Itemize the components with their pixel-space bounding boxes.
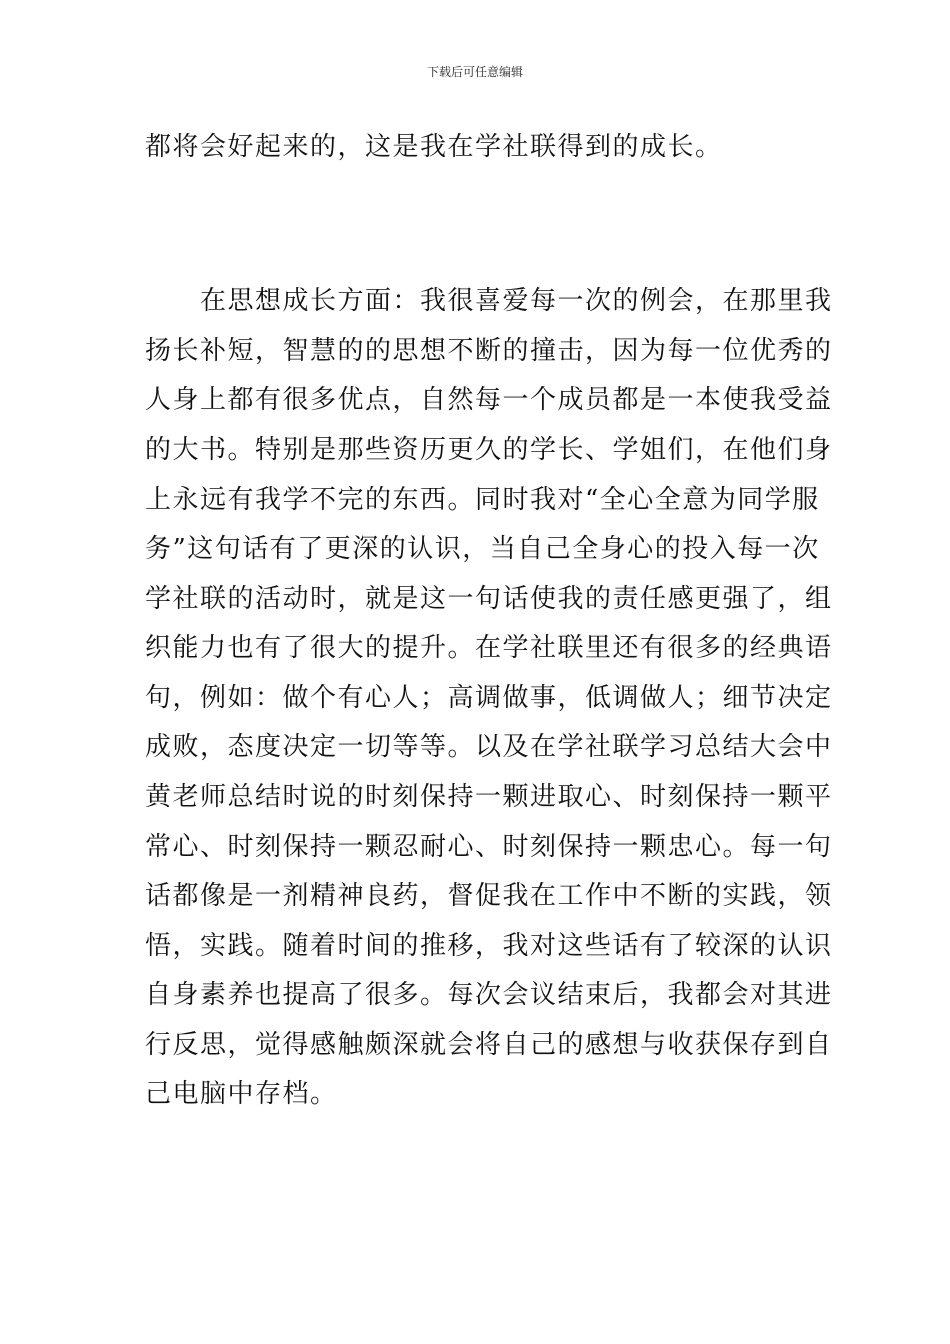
paragraph-line: 己电脑中存档。 bbox=[145, 1079, 338, 1109]
paragraph-line: 人身上都有很多优点，自然每一个成员都是一本使我受益 bbox=[145, 385, 833, 415]
paragraph-line: 学社联的活动时，就是这一句话使我的责任感更强了，组 bbox=[145, 584, 833, 614]
paragraph-line: 织能力也有了很大的提升。在学社联里还有很多的经典语 bbox=[145, 633, 833, 663]
paragraph-line: 自身素养也提高了很多。每次会议结束后，我都会对其进 bbox=[145, 980, 833, 1010]
paragraph-line: 行反思，觉得感触颇深就会将自己的感想与收获保存到自 bbox=[145, 1030, 833, 1060]
paragraph-line: 扬长补短，智慧的的思想不断的撞击，因为每一位优秀的 bbox=[145, 336, 833, 366]
paragraph-line: 务”这句话有了更深的认识，当自己全身心的投入每一次 bbox=[145, 534, 820, 564]
paragraph-line: 成败，态度决定一切等等。以及在学社联学习总结大会中 bbox=[145, 732, 833, 762]
paragraph-line: 的大书。特别是那些资历更久的学长、学姐们，在他们身 bbox=[145, 435, 833, 465]
first-line: 都将会好起来的，这是我在学社联得到的成长。 bbox=[145, 132, 723, 162]
paragraph-line: 在思想成长方面：我很喜爱每一次的例会，在那里我 bbox=[145, 286, 833, 316]
paragraph-line: 悟，实践。随着时间的推移，我对这些话有了较深的认识 bbox=[145, 931, 833, 961]
paragraph-line: 句，例如：做个有心人；高调做事，低调做人；细节决定 bbox=[145, 683, 833, 713]
page-header: 下载后可任意编辑 bbox=[426, 65, 523, 79]
paragraph-line: 黄老师总结时说的时刻保持一颗进取心、时刻保持一颗平 bbox=[145, 782, 833, 812]
paragraph-line: 上永远有我学不完的东西。同时我对“全心全意为同学服 bbox=[145, 485, 820, 515]
paragraph-line: 话都像是一剂精神良药，督促我在工作中不断的实践，领 bbox=[145, 881, 833, 911]
paragraph-line: 常心、时刻保持一颗忍耐心、时刻保持一颗忠心。每一句 bbox=[145, 832, 833, 862]
